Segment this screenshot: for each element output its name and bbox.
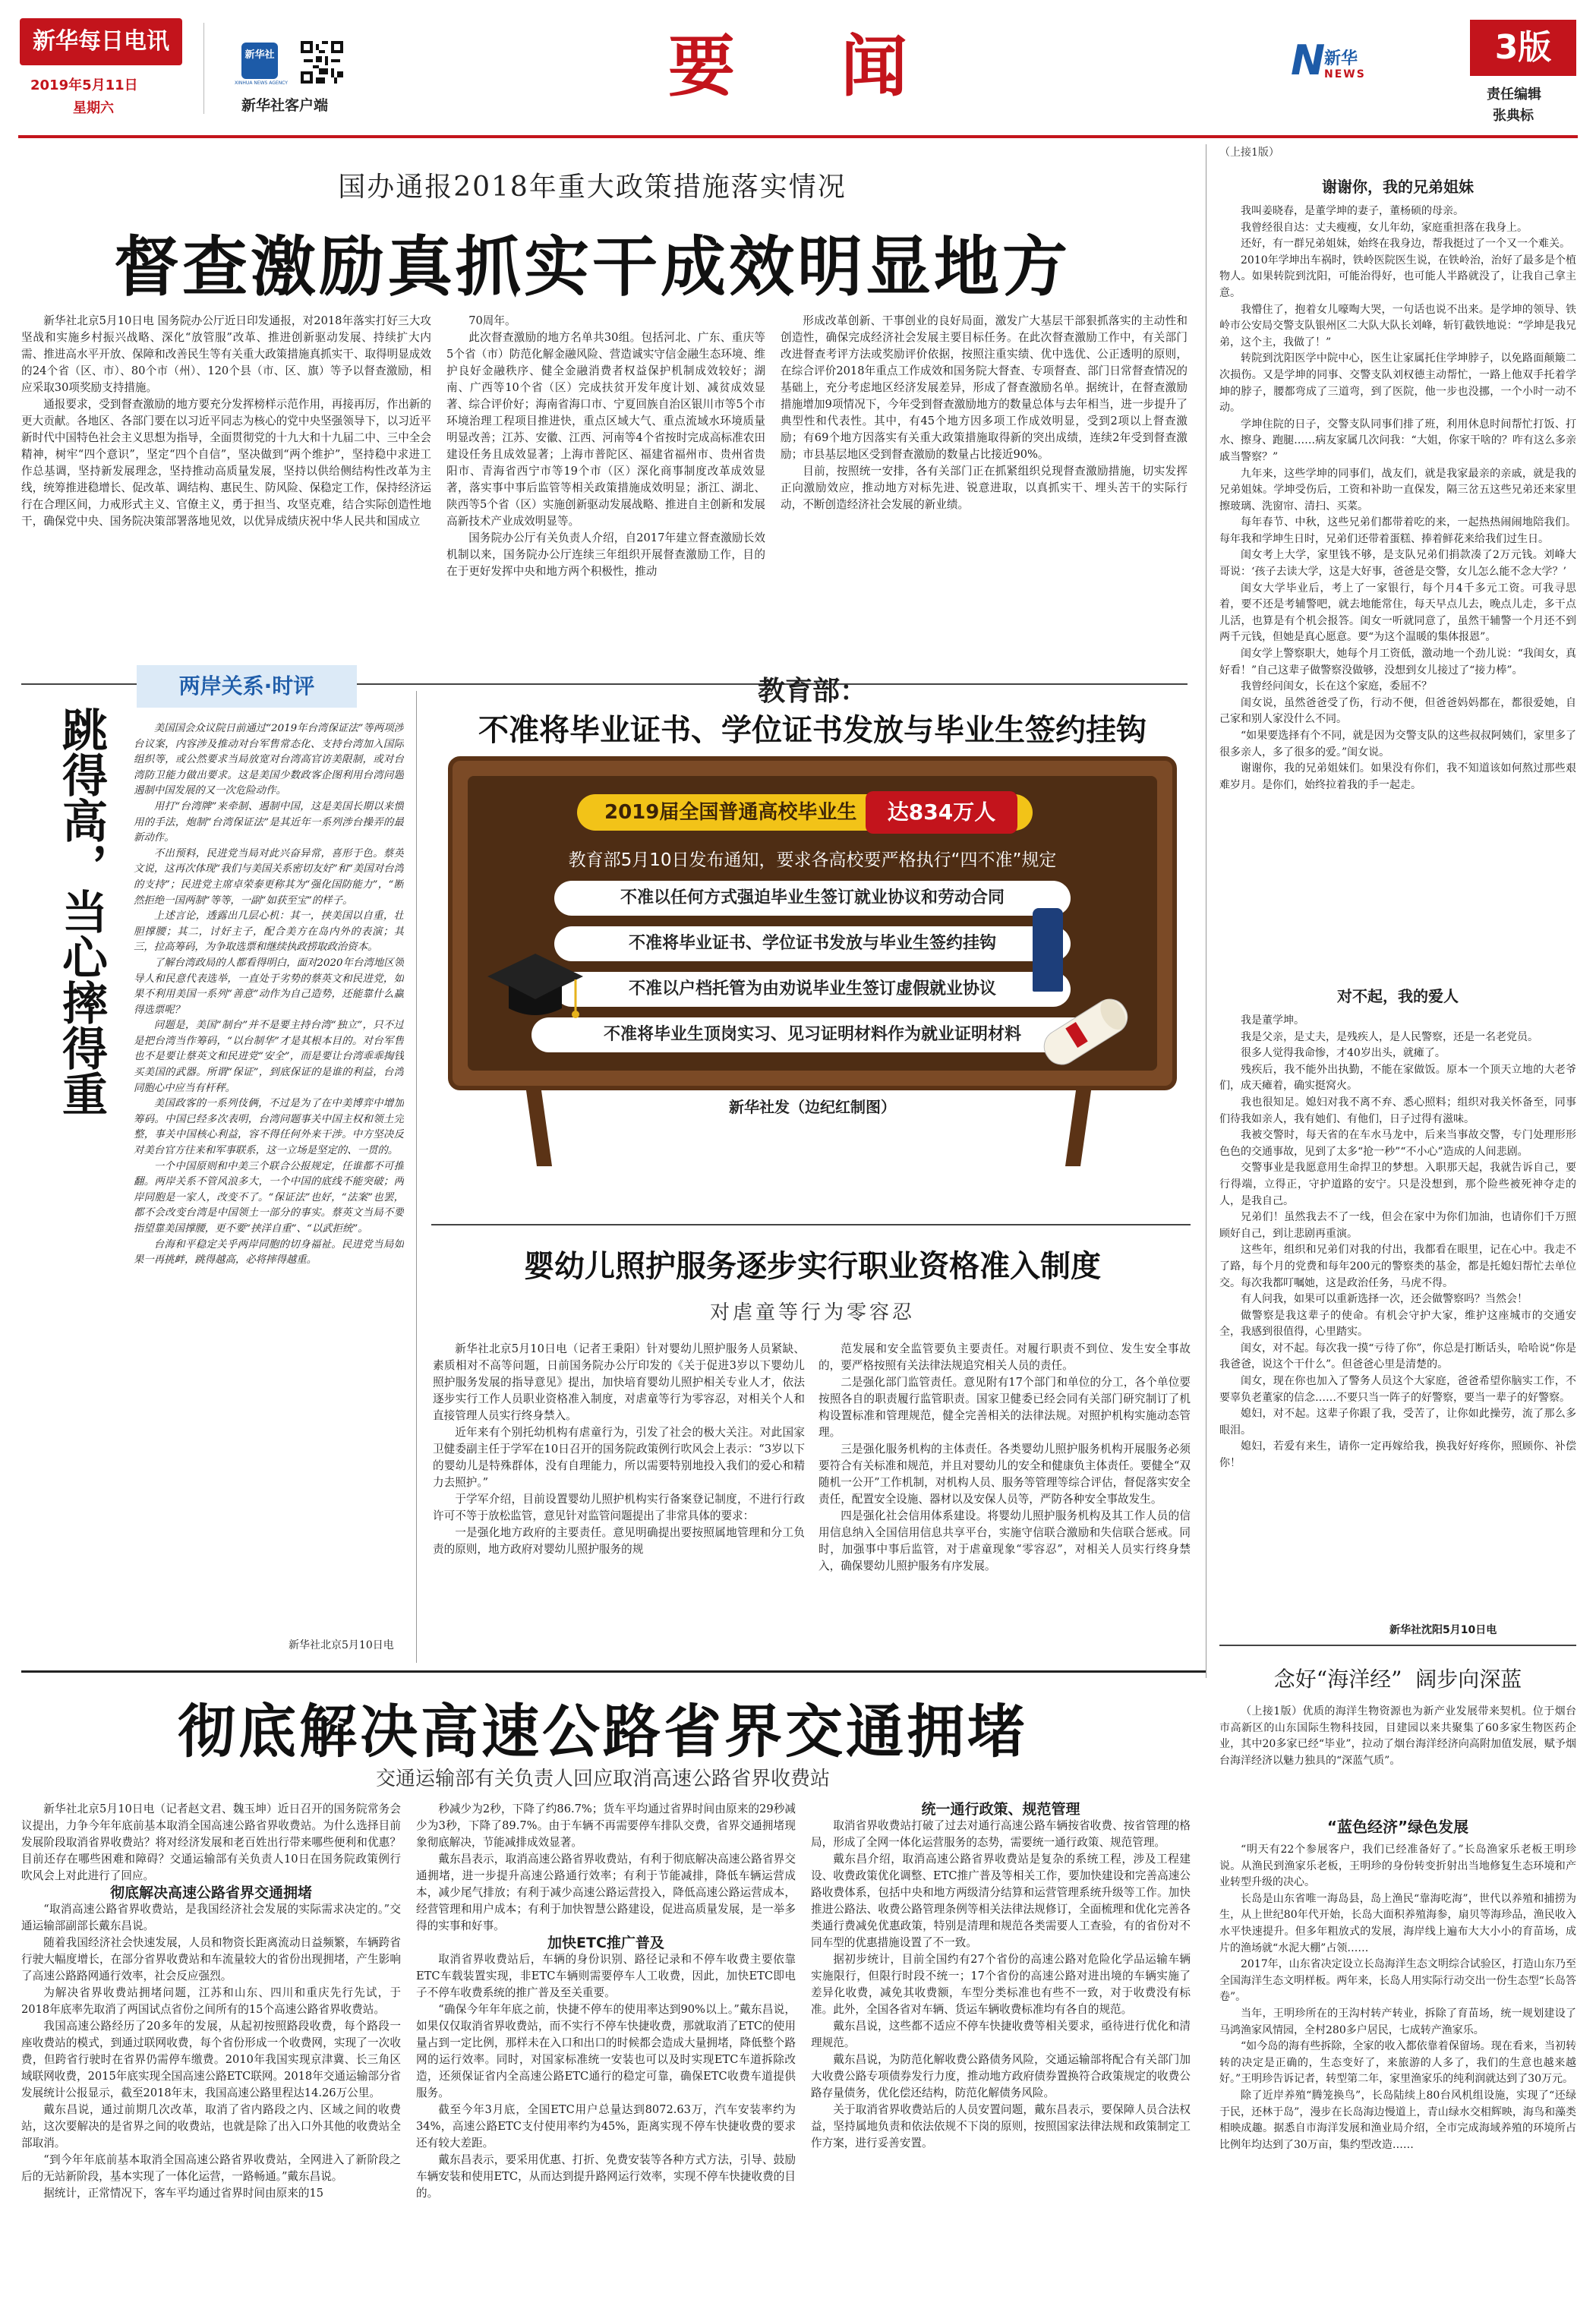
story3-paragraph: 2017年，山东省决定设立长岛海洋生态文明综合试验区，打造山东乃至全国海洋生态文明样板。两年来，长岛人用实际行动交出一份生态型“长岛答卷”。 [1219, 1958, 1576, 2004]
edu-credit-text: 新华社发（边纪红制图） [729, 1098, 896, 1116]
graduation-cap-icon [486, 946, 585, 1030]
story1-paragraph: 闺女大学毕业后，考上了一家银行，每个月4千多元工资。可我寻思着，要不还是考辅警吧，就去地能常住，每天早点儿去，晚点儿走，多干点儿活，也算是有个机会报答。闺女一听就同意了，虽然干辅警一个月还不到两千元钱，但她是真心愿意。要“为这个温暖的集体报恩”。 [1219, 582, 1576, 644]
page-number-badge [1470, 20, 1576, 76]
story2-paragraph: 闺女，对不起。每次我一摸“亏待了你”，你总是打断话头，哈哈说“你是我爸爸，说这个干什么”。但爸爸心里是清楚的。 [1219, 1342, 1576, 1371]
infant-col2 [819, 1341, 1191, 1660]
story1-title: 谢谢你，我的兄弟姐妹 [1322, 178, 1474, 196]
highway-paragraph: 我国高速公路经历了20多年的发展，从起初按照路段收费，每个路段一座收费站的模式，到通过联网收费，每个省份形成一个收费网，实现了一次收费，但跨省行驶时在省界仍需停车缴费。2010年我国实现京津冀、长三角区域联网收费，2015年底实现全国高速公路ETC联网。2018年交通运输部分省发展统计公报显示，截至2018年末，我国高速公路里程达14.26万公里。 [21, 2020, 401, 2099]
commentary-tag [137, 665, 357, 708]
highway-paragraph: “取消高速公路省界收费站，是我国经济社会发展的实际需求决定的。”交通运输部副部长戴东昌说。 [21, 1903, 401, 1932]
highway-rule [21, 1670, 1206, 1673]
edu-credit [668, 1093, 957, 1121]
article1-paragraph: 70周年。 [468, 314, 516, 327]
highway-col3 [811, 1801, 1191, 2302]
commentary-paragraph: 用打“台湾牌”来牵制、遏制中国，这是美国长期以来惯用的手法，炮制“台湾保证法”是其近年一系列涉台操弄的最新动作。 [134, 800, 404, 844]
story2-paragraph: 我被交警时，每天省的在车水马龙中，后来当事故交警，专门处理形形色色的交通事故，见到了太多“抢一秒”“不小心”造成的人间悲剧。 [1219, 1129, 1576, 1158]
story3-body-a [1219, 1704, 1576, 1810]
story2-body [1219, 1013, 1576, 1619]
issue-weekday: 星期六 [73, 100, 114, 116]
infant-paragraph: 近年来有个别托幼机构有虐童行为，引发了社会的极大关注。对此国家卫健委副主任于学军在10日召开的国务院政策例行吹风会上表示：“3岁以下的婴幼儿是特殊群体，没有自理能力，所以需要特别地投入我们的爱心和精力去照护。” [433, 1426, 805, 1489]
highway-paragraph: 戴东昌介绍，取消高速公路省界收费站是复杂的系统工程，涉及工程建设、收费政策优化调整、ETC推广普及等相关工作，要加快建设和完善高速公路收费体系，包括中央和地方两级清分结算和运营管理系统升级等工作。加快推进公路法、收费公路管理条例等相关法律法规修订，全面梳理和优化完善各类通行费减免优惠政策，特别是清理和规范各类需要人工查验，有的省份对不同车型的优惠措施设置了不一致。 [811, 1853, 1191, 1949]
highway-paragraph: “确保今年年年底之前，快捷不停车的使用率达到90%以上。”戴东昌说，如果仅仅取消省界收费站，而不实行不停车快捷收费，那就取消了ETC的使用量占到一定比例，那样未在入口和出口的时候都会造成大量拥堵，降低整个路网的运行效率。同时，对国家标准统一安装也可以及时实现ETC车道拆除改造，还须保证省内全高速公路ETC通行的稳定可靠，确保ETC收费车道提供服务。 [416, 2003, 796, 2099]
article1-paragraph: 形成改革创新、干事创业的良好局面，激发广大基层干部狠抓落实的主动性和创造性，确保完成经济社会发展主要目标任务。在此次督查激励工作中，有关部门改进督查考评方法或奖励评价依据，按照注重实绩、优中选优、公正透明的原则，在综合评价2018年重点工作成效和国务院大督查、专项督查、部门日常督查情况的基础上，充分考虑地区经济发展差异，形成了督查激励名单。据统计，在督查激励措施增加9项情况下，今年受到督查激励地方的数量总体与去年相当，进一步提升了典型性和代表性。其中，有45个地方因多项工作成效明显，受到2项以上督查激励；有69个地方因落实有关重大政策措施取得新的突出成绩，连续2年受到督查激励；市县基层地区受到督查激励的数量占比接近90%。 [781, 314, 1188, 461]
page-number: 3版 [1494, 28, 1552, 67]
story2-paragraph: 兄弟们！虽然我去不了一线，但会在家中为你们加油，也请你们千万照顾好自己，到让悲剧再重演。 [1219, 1211, 1576, 1240]
story2-paragraph: 残疾后，我不能外出执勤，不能在家做饭。原本一个顶天立地的大老爷们，成天瘫着，确实挺窝火。 [1219, 1063, 1576, 1093]
section-title: 要 闻 [668, 27, 928, 106]
editor-name: 张典标 [1493, 108, 1534, 124]
story2-paragraph: 很多人觉得我命惨，才40岁出头，就瘫了。 [1241, 1047, 1446, 1060]
masthead-divider [203, 23, 204, 114]
xinhua-logo [241, 43, 278, 79]
infant-subhead: 对虐童等行为零容忍 [709, 1301, 915, 1324]
story1-paragraph: 学坤住院的日子，交警支队同事们排了班，利用休息时间帮忙打饭、打水、擦身、跑腿……病友家属几次问我：“大姐，你家干啥的？咋有这么多亲戚当警察？” [1219, 418, 1576, 463]
story2-paragraph: 交警事业是我愿意用生命捍卫的梦想。入职那天起，我就告诉自己，要行得端，立得正，守护道路的安宁。只是没想到，那个险些被死神夺走的人，是我自己。 [1219, 1162, 1576, 1207]
story2-paragraph: 媳妇，若爱有来生，请你一定再嫁给我，换我好好疼你，照顾你、补偿你！ [1219, 1440, 1576, 1470]
highway-col2-subhead: 加快ETC推广普及 [547, 1935, 664, 1951]
story1-paragraph: 我懵住了，抱着女儿嚎啕大哭，一句话也说不出来。是学坤的领导、铁岭市公安局交警支队银州区二大队大队长刘峰，斩钉截铁地说：“学坤是我兄弟，这个主，我做了！” [1219, 303, 1576, 349]
highway-paragraph: 据统计，正常情况下，客车平均通过省界时间由原来的15 [43, 2187, 324, 2200]
rule-3 [554, 972, 1071, 1007]
story3-paragraph: “如今岛的海有些拆除，全家的收入都依靠着保留场。现在看来，当初转转的决定是正确的，生态变好了，来旅游的人多了，我们的生意也越来越好。”王明珍告诉记者，转型第二年，家里渔家乐的纯利润就达到了30万元。 [1219, 2040, 1576, 2086]
right-cont-note: （上接1版） [1219, 147, 1279, 159]
diploma-scroll-icon [1025, 984, 1147, 1090]
board-leg-left [526, 1090, 552, 1166]
commentary-paragraph: 问题是，美国“制台”并不是要主持台湾“独立”，只不过是把台湾当作筹码，“以台制华”才是其根本目的。对台军售也不是要让蔡英文和民进党“安全”，而是要让台湾乖乖掏钱买美国的武器。所谓“保证”，到底保证的是谁的利益，台湾同胞心中应当有杆秤。 [134, 1020, 404, 1094]
highway-col1-subhead: 彻底解决高速公路省界交通拥堵 [109, 1885, 312, 1901]
edu-infographic [440, 756, 1184, 1166]
highway-col1 [21, 1801, 401, 2302]
story3-title: 念好“海洋经” 阔步向深蓝 [1273, 1667, 1522, 1692]
story3-paragraph: 长岛是山东省唯一海岛县，岛上渔民“靠海吃海”，世代以养殖和捕捞为生，从上世纪80年代开始，长岛大面积养殖海参，扇贝等海珍品，渔民收入水平快速提升。但多年粗放式的发展，海岸线上遍布大大小小的育苗场，成片的渔场就“水泥大棚”占领…… [1219, 1892, 1576, 1954]
rule-3-text: 不准以户档托管为由劝说毕业生签订虚假就业协议 [628, 979, 996, 998]
masthead [0, 0, 1596, 137]
commentary-paragraph: 了解台湾政局的人都看得明白，面对2020年台湾地区领导人和民意代表选举，一直处于劣势的蔡英文和民进党，如果不利用美国一系列“善意”动作为自己造势，还能靠什么赢得选票呢？ [134, 957, 404, 1016]
client-label: 新华社客户端 [241, 97, 329, 114]
article1-col3 [781, 313, 1188, 676]
highway-paragraph: 截至今年3月底，全国ETC用户总量达到8072.63万，汽车安装率约为34%，高速公路ETC支付使用率约为45%，距离实现不停车快捷收费的要求还有较大差距。 [416, 2103, 796, 2150]
edu-rule [431, 1224, 1191, 1225]
story1-paragraph: 2010年学坤出车祸时，铁岭医院医生说，在铁岭治，治好了最多是个植物人。如果转院到沈阳，可能治得好，也可能人半路就没了，让我自己拿主意。 [1219, 254, 1576, 299]
highway-paragraph: 秒减少为2秒，下降了约86.7%；货车平均通过省界时间由原来的29秒减少为3秒，下降了89.7%。由于车辆不再需要停车排队交费，省界交通拥堵现象彻底解决，节能减排成效显著。 [416, 1803, 796, 1849]
highway-paragraph: 戴东昌说，为防范化解收费公路债务风险，交通运输部将配合有关部门加大收费公路专项债券发行力度，推动地方政府债券置换符合政策规定的收费公路存量债务，优化偿还结构，防范化解债务风险。 [811, 2053, 1191, 2099]
story1-paragraph: 我曾经很自达：丈夫瘦瘦，女儿年幼，家庭重担落在我身上。 [1241, 221, 1528, 234]
article1-paragraph: 国务院办公厅有关负责人介绍，自2017年建立督查激励长效机制以来，国务院办公厅连续三年组织开展督查激励工作，目的在于更好发挥中央和地方两个积极性，推动 [446, 531, 765, 578]
story2-paragraph: 我是董学坤。 [1241, 1014, 1304, 1027]
article1-headline: 督查激励真抓实干成效明显地方 [114, 229, 1071, 305]
qr-code-icon[interactable] [301, 41, 343, 84]
infant-paragraph: 范发展和安全监管要负主要责任。对履行职责不到位、发生安全事故的，要严格按照有关法律法规追究相关人员的责任。 [819, 1342, 1191, 1372]
graduate-count-label: 2019届全国普通高校毕业生 [604, 801, 857, 824]
story2-paragraph: 媳妇，对不起。这辈子你跟了我，受苦了，让你如此操劳，流了那么多眼泪。 [1219, 1408, 1576, 1437]
highway-paragraph: “到今年年底前基本取消全国高速公路省界收费站，全网进入了新阶段之后的无站新阶段，基本实现了一体化运营，一路畅通。”戴东昌说。 [21, 2153, 401, 2183]
board-leg-right [1065, 1090, 1091, 1166]
article1-kicker: 国办通报2018年重大政策措施落实情况 [338, 172, 847, 203]
infant-paragraph: 新华社北京5月10日电（记者王秉阳）针对婴幼儿照护服务人员紧缺、素质相对不高等问题，日前国务院办公厅印发的《关于促进3岁以下婴幼儿照护服务发展的指导意见》提出，加快培育婴幼儿照护相关专业人才，依法逐步实行工作人员职业资格准入制度，对虐童等行为零容忍，对相关个人和直接管理人员实行终身禁入。 [433, 1342, 805, 1422]
editor-role: 责任编辑 [1487, 87, 1541, 103]
highway-paragraph: 据初步统计，目前全国约有27个省份的高速公路对危险化学品运输车辆实施限行，但限行时段不统一；17个省份的高速公路对进出境的车辆实施了差异化收费，减免其收费额，车型分类标准也有些不一致，对于收费没有标准。此外，全国各省对车辆、货运车辆收费标准均有各自的规范。 [811, 1953, 1191, 2016]
infant-paragraph: 四是强化社会信用体系建设。将婴幼儿照护服务机构及其工作人员的信用信息纳入全国信用信息共享平台，实施守信联合激励和失信联合惩戒。同时，加强事中事后监管，对于虐童现象“零容忍”，对相关人员实行终身禁入，确保婴幼儿照护服务有序发展。 [819, 1509, 1191, 1572]
story2-title: 对不起，我的爱人 [1337, 987, 1459, 1005]
brand-name: 新华每日电讯 [33, 28, 169, 55]
infant-paragraph: 于学军介绍，目前设置婴幼儿照护机构实行备案登记制度，不进行行政许可不等于放松监管，意见针对监管问题提出了非常具体的要求： [433, 1493, 805, 1522]
news-logo-text: 新华 [1324, 49, 1358, 68]
commentary-paragraph: 台海和平稳定关乎两岸同胞的切身福祉。民进党当局如果一再挑衅，跳得越高，必将摔得越重。 [134, 1238, 404, 1266]
news-logo-sub: NEWS [1324, 68, 1366, 80]
commentary-tag-text: 两岸关系·时评 [178, 673, 315, 699]
edu-notice: 教育部5月10日发布通知，要求各高校要严格执行“四不准”规定 [568, 850, 1057, 870]
story1-paragraph: 转院到沈阳医学中院中心，医生让家属托住学坤脖子，以免路面颠簸二次损伤。又是学坤的同事、交警支队刘权德主动帮忙，一路上他双手托着学坤的脖子，腰都弯成了三道弯，到了医院，他一步也没挪，一个小时一动不动。 [1219, 352, 1576, 415]
xinhua-logo-text: 新华社 [244, 49, 275, 61]
edu-kicker: 教育部： [757, 676, 867, 707]
story1-paragraph: 闺女考上大学，家里钱不够，是支队兄弟们捐款凑了2万元钱。刘峰大哥说：‘孩子去读大学，这是大好事，爸爸是交警，女儿怎么能不念大学？’ [1219, 549, 1576, 579]
story2-paragraph: 我是父亲，是丈夫，是残疾人，是人民警察，还是一名老党员。 [1241, 1030, 1538, 1043]
rule-2-text: 不准将毕业证书、学位证书发放与毕业生签约挂钩 [628, 934, 996, 953]
highway-paragraph: 戴东昌表示，取消高速公路省界收费站，有利于彻底解决高速公路省界交通拥堵，进一步提升高速公路通行效率；有利于节能减排，降低车辆运营成本，减少尾气排放；有利于减少高速公路运营投入，降低高速公路运营成本，经营管理和用户成本；有利于加快智慧公路建设，促进高质量发展，是一举多得的实事和好事。 [416, 1853, 796, 1932]
highway-paragraph: 新华社北京5月10日电（记者赵文君、魏玉坤）近日召开的国务院常务会议提出，力争今年年底前基本取消全国高速公路省界收费站。为什么选择目前发展阶段取消省界收费站？将对经济发展和老百姓出行带来哪些便利和优惠？目前还存在哪些困难和障碍？交通运输部有关负责人10日在国务院政策例行吹风会上对此进行了回应。 [21, 1803, 401, 1882]
commentary-paragraph: 一个中国原则和中美三个联合公报规定，任谁都不可推翻。两岸关系不管风浪多大，一个中国的底线不能突破；两岸同胞是一家人，改变不了。“保证法”也好，“法案”也罢，都不会改变台湾是中国领土一部分的事实。蔡英文当局不要指望靠美国撑腰，更不要“挟洋自重”、“以武拒统”。 [134, 1160, 404, 1235]
commentary-signature: 新华社北京5月10日电 [289, 1639, 394, 1651]
rule-1 [554, 881, 1071, 916]
article1-paragraph: 此次督查激励的地方名单共30组。包括河北、广东、重庆等5个省（市）防范化解金融风险、营造诚实守信金融生态环境、维护良好金融秩序、健全金融消费者权益保护机制成效较好；湖南、广西等10个省（区）完成扶贫开发年度计划、减贫成效显著、综合评价好；海南省海口市、宁夏回族自治区银川市等5个市环境治理工程项目推进快，重点区域大气、重点流域水环境质量明显改善；江苏、安徽、江西、河南等4个省按时完成高标准农田建设任务且成效显著；上海市普陀区、福建省福州市、贵州省贵阳市、青海省西宁市等19个市（区）深化商事制度改革成效显著，落实事中事后监管等相关政策措施成效明显；浙江、湖北、陕西等5个省（区）实施创新驱动发展战略、推进自主创新和发展高新技术产业成效明显等。 [446, 331, 765, 528]
masthead-rule [18, 135, 1578, 138]
rule-4 [531, 1017, 1093, 1052]
commentary-paragraph: 美国政客的一系列伎俩，不过是为了在中美博弈中增加筹码。中国已经多次表明，台湾问题事关中国主权和领土完整，事关中国核心利益，容不得任何外来干涉。中方坚决反对美台官方往来和军事联系，这一立场是坚定的、一贯的。 [134, 1098, 404, 1157]
story1-paragraph: 闺女学上警察职大，她每个月工资低，激动地一个劲儿说：“我闺女，真好看！”自己这辈子做警察没做够，没想到女儿接过了“接力棒”。 [1219, 648, 1576, 677]
commentary-divider [416, 691, 417, 1663]
infant-headline: 婴幼儿照护服务逐步实行职业资格准入制度 [524, 1248, 1101, 1284]
rule-4-text: 不准将毕业生顶岗实习、见习证明材料作为就业证明材料 [603, 1025, 1021, 1044]
highway-paragraph: 关于取消省界收费站后的人员安置问题，戴东昌表示，要保障人员合法权益，坚持属地负责和依法依规不下岗的原则，按照国家法律法规和政策制定工作方案，进行妥善安置。 [811, 2103, 1191, 2150]
story1-paragraph: 还好，有一群兄弟姐妹，始终在我身边，帮我挺过了一个又一个难关。 [1241, 238, 1570, 251]
highway-paragraph: 取消省界收费站后，车辆的身份识别、路径记录和不停车收费主要依靠ETC车载装置实现，非ETC车辆则需要停车人工收费，因此，加快ETC即电子不停车收费系统的推广普及至关重要。 [416, 1953, 796, 1999]
article1-paragraph: 通报要求，受到督查激励的地方要充分发挥榜样示范作用，再接再厉，作出新的更大贡献。各地区、各部门要在以习近平同志为核心的党中央坚强领导下，以习近平新时代中国特色社会主义思想为指导，全面贯彻党的十九大和十九届二中、三中全会精神，树牢“四个意识”，坚定“四个自信”，坚决做到“两个维护”，坚持稳中求进工作总基调，坚持新发展理念，坚持推动高质量发展，坚持以供给侧结构性改革为主线，统筹推进稳增长、促改革、调结构、惠民生、防风险、保稳定工作，保持经济运行在合理区间，力戒形式主义、官僚主义，勇于担当、攻坚克难，结合实际创造性地干，确保党中央、国务院决策部署落地见效，以优异成绩庆祝中华人民共和国成立 [21, 398, 431, 528]
commentary-paragraph: 美国国会众议院日前通过“2019年台湾保证法”等两项涉台议案，内容涉及推动对台军售常态化、支持台湾加入国际组织等，或公然要求当局放宽对台湾高官访美限制，或对台湾防卫能力做出要求。这是美国少数政客企图利用台湾问题遏制中国发展的又一次危险动作。 [134, 723, 404, 797]
highway-col3-subhead: 统一通行政策、规范管理 [921, 1801, 1080, 1818]
rule-2 [554, 926, 1071, 961]
story3-subhead: “蓝色经济”绿色发展 [1326, 1818, 1469, 1836]
commentary-title: 跳得高，当心摔得重 [55, 706, 108, 1116]
story2-paragraph: 我也很知足。媳妇对我不离不弃、悉心照料；组织对我关怀备至，同事们待我如亲人，我有她们、有他们，日子过得有滋味。 [1219, 1096, 1576, 1125]
commentary-paragraph: 不出预料，民进党当局对此兴奋异常，喜形于色。蔡英文说，这再次体现“我们与美国关系密切友好”和“美国对台湾的支持”；民进党主席卓荣泰更称其为“强化国防能力”，“断然拒绝一国两制”等等，一副“如获至宝”的样子。 [134, 847, 404, 907]
edu-headline: 不准将毕业证书、学位证书发放与毕业生签约挂钩 [478, 713, 1147, 748]
highway-paragraph: 为解决省界收费站拥堵问题，江苏和山东、四川和重庆先行先试，于2018年底率先取消了两国试点省份之间所有的15个高速公路省界收费站。 [21, 1986, 401, 2016]
highway-col2 [416, 1801, 796, 2302]
story2-paragraph: 闺女，现在你也加入了警务人员这个大家庭，爸爸希望你脑实工作，不要辜负老董家的信念……不要只当一阵子的好警察，要当一辈子的好警察。 [1219, 1375, 1576, 1404]
story1-paragraph: 闺女说，虽然爸爸受了伤，行动不便，但爸爸妈妈都在，都很爱她，自己家和别人家没什么不同。 [1219, 696, 1576, 726]
highway-paragraph: 戴东昌表示，要采用优惠、打折、免费安装等各种方式方法，引导、鼓励车辆安装和使用ETC，从而达到提升路网运行效率，实现不停车快捷收费的目的。 [416, 2153, 796, 2200]
article1-paragraph: 目前，按照统一安排，各有关部门正在抓紧组织兑现督查激励措施，切实发挥正向激励效应，推动地方对标先进、锐意进取，以真抓实干、埋头苦干的实际行动，不断创造经济社会发展的新业绩。 [781, 465, 1188, 511]
issue-date: 2019年5月11日 [30, 77, 138, 93]
story2-paragraph: 有人问我，如果可以重新选择一次，还会做警察吗？当然会！ [1241, 1293, 1528, 1306]
story1-paragraph: 我曾经问闺女，长在这个家庭，委屈不？ [1241, 680, 1432, 693]
story1-paragraph: “如果要选择有个不同，就是因为交警支队的这些叔叔阿姨们，家里多了很多亲人，多了很多的爱。”闺女说。 [1219, 730, 1576, 759]
story1-paragraph: 我叫姜晓春，是董学坤的妻子，董杨硕的母亲。 [1241, 205, 1464, 217]
infant-paragraph: 三是强化服务机构的主体责任。各类婴幼儿照护服务机构开展服务必须要符合有关标准和规范，并且对婴幼儿的安全和健康负主体责任。要健全“双随机一公开”工作机制，对机构人员、服务等管理等综合评估，督促落实安全责任，配置安全设施、器材以及安保人员等，严防各种安全事故发生。 [819, 1443, 1191, 1506]
article1-col1 [21, 313, 431, 676]
article1-paragraph: 新华社北京5月10日电 国务院办公厅近日印发通报，对2018年落实打好三大攻坚战和实施乡村振兴战略、深化“放管服”改革、推进创新驱动发展、持续扩大内需、推进高水平开放、保障和改善民生等有关重大政策措施真抓实干、取得明显成效的24个省（区、市）、80个市（州）、120个县（市、区、旗）等予以督查激励，相应采取30项奖励支持措施。 [21, 314, 431, 394]
story1-paragraph: 谢谢你，我的兄弟姐妹们。如果没有你们，我不知道该如何熬过那些艰难岁月。是你们，始终拉着我的手一起走。 [1219, 762, 1576, 791]
story3-paragraph: 除了近岸养殖“腾笼换鸟”，长岛陆续上80台风机组设施，实现了“还绿于民，还林于岛”，漫步在长岛海边慢道上，青山绿水交相辉映，海鸟和藻类相映成趣。据悉自市海洋发展和渔业局介绍，全市完成海域养殖的环境所占比例年均达到了30万亩，集约型改造…… [1219, 2089, 1576, 2151]
story1-paragraph: 九年来，这些学坤的同事们，战友们，就是我家最亲的亲戚，就是我的兄弟姐妹。学坤受伤后，工资和补助一直保发，隔三岔五这些兄弟还来家里擦玻璃、洗窗帘、清扫、买菜。 [1219, 467, 1576, 513]
story1-body [1219, 203, 1576, 978]
article1-col2 [446, 313, 765, 676]
highway-paragraph: 戴东昌说，这些都不适应不停车快捷收费等相关要求，亟待进行优化和清理规范。 [811, 2020, 1191, 2049]
books-stack [1033, 908, 1063, 992]
graduate-count-number: 达834万人 [887, 800, 996, 825]
infant-col1 [433, 1341, 805, 1660]
story1-paragraph: 每年春节、中秋，这些兄弟们都带着吃的来，一起热热闹闹地陪我们。每年我和学坤生日时，兄弟们还带着蛋糕、捧着鲜花来给我们过生日。 [1219, 516, 1576, 545]
story2-signature: 新华社沈阳5月10日电 [1389, 1624, 1497, 1636]
highway-paragraph: 取消省界收费站打破了过去对通行高速公路车辆按省收费、按省管理的格局，形成了全网一体化运营服务的态势，需要统一通行政策、规范管理。 [811, 1819, 1191, 1849]
story3-paragraph: “明天有22个参展客户，我们已经准备好了。”长岛渔家乐老板王明珍说。从渔民到渔家乐老板，王明珍的身份转变折射出当地修复生态环境和产业转型升级的决心。 [1219, 1844, 1576, 1889]
brand-badge [20, 18, 182, 65]
infant-paragraph: 一是强化地方政府的主要责任。意见明确提出要按照属地管理和分工负责的原则，地方政府对婴幼儿照护服务的规 [433, 1526, 805, 1556]
story3-rule [1219, 1645, 1576, 1646]
news-logo-letter: N [1291, 36, 1326, 84]
story2-paragraph: 做警察是我这辈子的使命。有机会守护大家，维护这座城市的交通安全，我感到很值得，心里踏实。 [1219, 1309, 1576, 1339]
story3-paragraph: 当年，王明珍所在的王沟村转产转业，拆除了育苗场，统一规划建设了马鸿渔家风情园，全村280多户居民，七成转产渔家乐。 [1219, 2007, 1576, 2036]
xinhua-logo-sub: XINHUA NEWS AGENCY [235, 80, 288, 86]
commentary-paragraph: 上述言论，透露出几层心机：其一，挟美国以自重，壮胆撑腰；其二，讨好主子，配合美方在岛内外的表演；其三，拉高筹码，为争取选票和继续执政捞取政治资本。 [134, 910, 404, 954]
story3-paragraph: （上接1版）优质的海洋生物资源也为新产业发展带来契机。位于烟台市高新区的山东国际生物科技园，目建园以来共聚集了60多家生物医药企业，其中20多家已经“毕业”，拉动了烟台海洋经济向高附加值发展，赋予烟台海洋经济以魅力独具的“深蓝气质”。 [1219, 1705, 1576, 1767]
highway-paragraph: 戴东昌说，通过前期几次改革，取消了省内路段之内、区域之间的收费站，这次要解决的是省界之间的收费站，也就是除了出入口外其他的收费站全部取消。 [21, 2103, 401, 2150]
infant-paragraph: 二是强化部门监管责任。意见附有17个部门和单位的分工，各个单位要按照各自的职责履行监管职责。国家卫健委已经会同有关部门研究制订了机构设置标准和管理规范，健全完善相关的法律法规。对照护机构实施动态管理。 [819, 1376, 1191, 1439]
highway-headline: 彻底解决高速公路省界交通拥堵 [178, 1698, 1028, 1765]
story2-paragraph: 这些年，组织和兄弟们对我的付出，我都看在眼里，记在心中。我走不了路，每个月的党费和每年200元的警察类的基金，都是托媳妇帮忙去单位交。每次我都叮嘱她，这是政治任务，马虎不得。 [1219, 1244, 1576, 1289]
story3-body-b [1219, 1842, 1576, 2298]
graduate-count-number-box [866, 791, 1017, 834]
highway-subhead: 交通运输部有关负责人回应取消高速公路省界收费站 [375, 1768, 830, 1790]
commentary-body [134, 721, 404, 1629]
news-logo [1291, 36, 1382, 93]
highway-paragraph: 随着我国经济社会快速发展，人员和物资长距离流动日益频繁，车辆跨省行驶大幅度增长，在部分省界收费站和车流量较大的省份出现拥堵，产生影响了高速公路路网通行效率，社会反应强烈。 [21, 1936, 401, 1982]
rule-1-text: 不准以任何方式强迫毕业生签订就业协议和劳动合同 [620, 888, 1005, 907]
